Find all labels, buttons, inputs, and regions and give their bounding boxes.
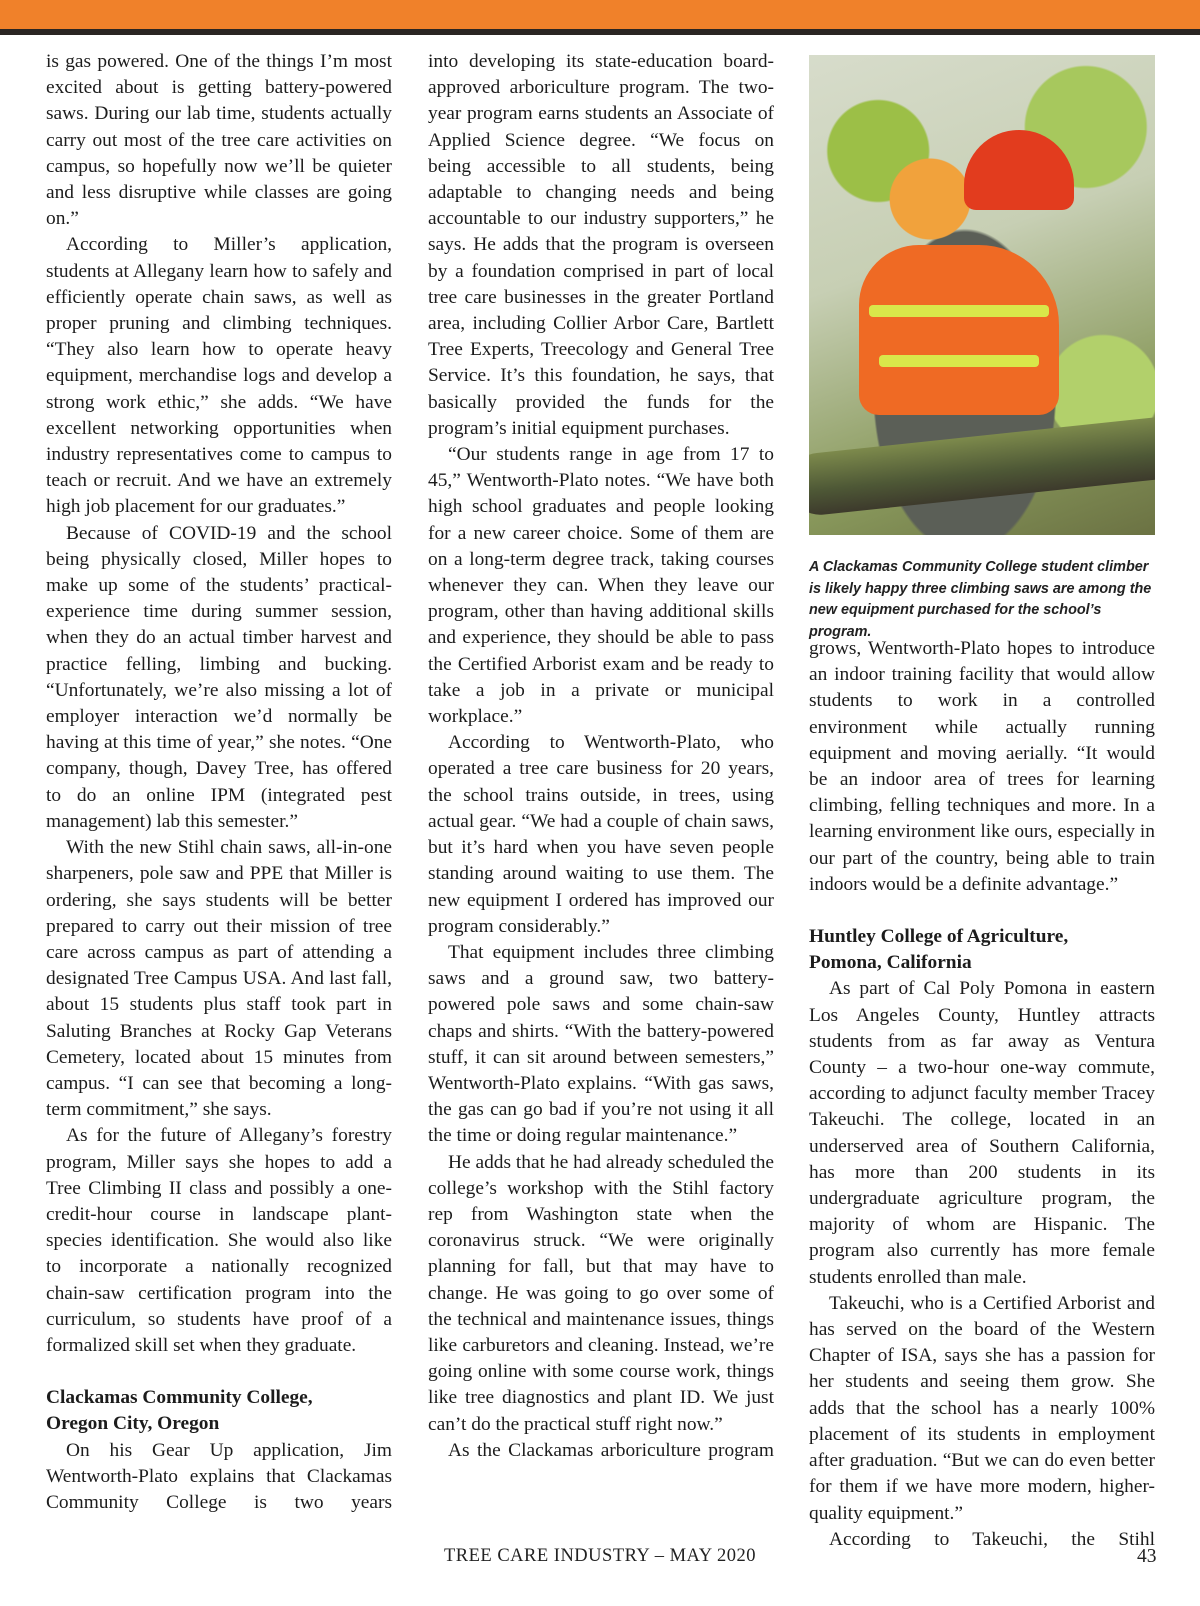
photo-branch <box>809 414 1155 517</box>
photo-caption: A Clackamas Community College student climber is likely happy three climbing saws are among the new equipment purchased for the school’s program. <box>809 559 1152 640</box>
paragraph: into developing its state-education board-approved arboriculture program. The two-year program earns students an Associate of Applied Science degree. “We focus on being accessible to all students, being adaptable to changing needs and being accountable to our industry supporters,” he says. He adds that the program is overseen by a foundation comprised in part of local tree care businesses in the greater Portland area, including Collier Arbor Care, Bartlett Tree Experts, Treecology and General Tree Service. It’s this foundation, he says, that basically provided the funds for the program’s initial equipment purchases. <box>428 51 774 439</box>
paragraph: Because of COVID-19 and the school being physically closed, Miller hopes to make up some of the students’ practical-experience time during summer session, when they do an actual timber harvest and practice felling, limbing and bucking. “Unfortunately, we’re also missing a lot of employer interaction we’d normally be having at this time of year,” she notes. “One company, though, Davey Tree, has offered to do an online IPM (integrated pest management) lab this semester.” <box>46 522 392 832</box>
paragraph: grows, Wentworth-Plato hopes to introduce an indoor training facility that would allow students to work in a controlled environment while actually running equipment and moving aerially. “It would be an indoor area of trees for learning climbing, felling techniques and more. In a learning environment like ours, especially in our part of the country, being able to train indoors would be a definite advantage.” <box>809 638 1155 895</box>
climber-photo <box>809 55 1155 535</box>
paragraph: With the new Stihl chain saws, all-in-one sharpeners, pole saw and PPE that Miller is ordering, she says students will be better prepared to carry out their mission of tree care across campus as part of attending a designated Tree Campus USA. And last fall, about 15 students plus staff took part in Saluting Branches at Rocky Gap Veterans Cemetery, located about 15 minutes from campus. “I can see that becoming a long-term commitment,” she says. <box>46 837 392 1121</box>
paragraph: According to Takeuchi, the Stihl <box>829 1528 1155 1550</box>
column-left <box>46 49 392 1516</box>
photo-reflective-stripe <box>869 305 1049 317</box>
paragraph: As for the future of Allegany’s forestry program, Miller says she hopes to add a Tree Climbing II class and possibly a one-credit-hour course in landscape plant-species identification. She would also like to incorporate a nationally recognized chain-saw certification program into the curriculum, so students have proof of a formalized skill set when they graduate. <box>46 1125 392 1356</box>
paragraph: According to Wentworth-Plato, who operated a tree care business for 20 years, the school trains outside, in trees, using actual gear. “We had a couple of chain saws, but it’s hard when you have seven people standing around waiting to use them. The new equipment I ordered has improved our program considerably.” <box>428 732 774 937</box>
column-right <box>809 636 1155 1553</box>
photo-helmet <box>964 130 1074 210</box>
paragraph: Takeuchi, who is a Certified Arborist and has served on the board of the Western Chapter of ISA, says she has a passion for her students and seeing them grow. She adds that the school has a nearly 100% placement of its students in employment after graduation. “But we can do even better for them if we have more modern, higher-quality equipment.” <box>809 1292 1155 1524</box>
paragraph: “Our students range in age from 17 to 45,” Wentworth-Plato notes. “We have both high school graduates and people looking for a new career choice. Some of them are on a long-term degree track, taking courses whenever they can. When they leave our program, other than having additional skills and experience, they should be able to pass the Certified Arborist exam and be ready to take a job in a private or municipal workplace.” <box>428 444 774 728</box>
heading-line: Pomona, California <box>809 952 972 974</box>
section-heading-huntley <box>809 924 1155 976</box>
column-middle <box>428 49 774 1464</box>
paragraph: As part of Cal Poly Pomona in eastern Los Angeles County, Huntley attracts students from as far away as Ventura County – a two-hour one-way commute, according to adjunct faculty member Tracey Takeuchi. The college, located in an underserved area of Southern California, has more than 200 students in its undergraduate agriculture program, the majority of whom are Hispanic. The program also currently has more female students enrolled than male. <box>809 978 1155 1288</box>
footer-publication: TREE CARE INDUSTRY – MAY 2020 <box>443 1546 757 1566</box>
section-heading-clackamas <box>46 1385 392 1437</box>
paragraph: is gas powered. One of the things I’m most excited about is getting battery-powered saws. During our lab time, students actually carry out most of the tree care activities on campus, so hopefully now we’ll be quieter and less disruptive while classes are going on.” <box>46 51 392 230</box>
heading-line: Oregon City, Oregon <box>46 1413 220 1435</box>
top-rule <box>0 29 1200 35</box>
paragraph: According to Miller’s application, students at Allegany learn how to safely and efficiently operate chain saws, as well as proper pruning and climbing techniques. “They also learn how to operate heavy equipment, merchandise logs and develop a strong work ethic,” she adds. “We have excellent networking opportunities when industry representatives come to campus to teach or recruit. And we have an extremely high job placement for our graduates.” <box>46 234 392 518</box>
paragraph: That equipment includes three climbing saws and a ground saw, two battery-powered pole saws and some chain-saw chaps and shirts. “With the battery-powered stuff, it can sit around between semesters,” Wentworth-Plato explains. “With gas saws, the gas can go bad if you’re not using it all the time or doing regular maintenance.” <box>428 941 774 1147</box>
paragraph: On his Gear Up application, Jim Wentworth-Plato explains that Clackamas Community College is two years <box>46 1439 392 1513</box>
heading-line: Clackamas Community College, <box>46 1387 313 1409</box>
photo-jacket <box>859 245 1059 415</box>
paragraph: He adds that he had already scheduled the college’s workshop with the Stihl factory rep from Washington state when the coronavirus struck. “We were originally planning for fall, but that may have to change. He was going to go over some of the technical and maintenance issues, things like carburetors and cleaning. Instead, we’re going online with some course work, things like tree diagnostics and plant ID. We just can’t do the practical stuff right now.” <box>428 1151 774 1435</box>
top-accent-bar <box>0 0 1200 29</box>
heading-line: Huntley College of Agriculture, <box>809 926 1069 948</box>
page-number: 43 <box>1137 1546 1157 1567</box>
paragraph: As the Clackamas arboriculture program <box>448 1439 774 1461</box>
photo-reflective-stripe <box>879 355 1039 367</box>
